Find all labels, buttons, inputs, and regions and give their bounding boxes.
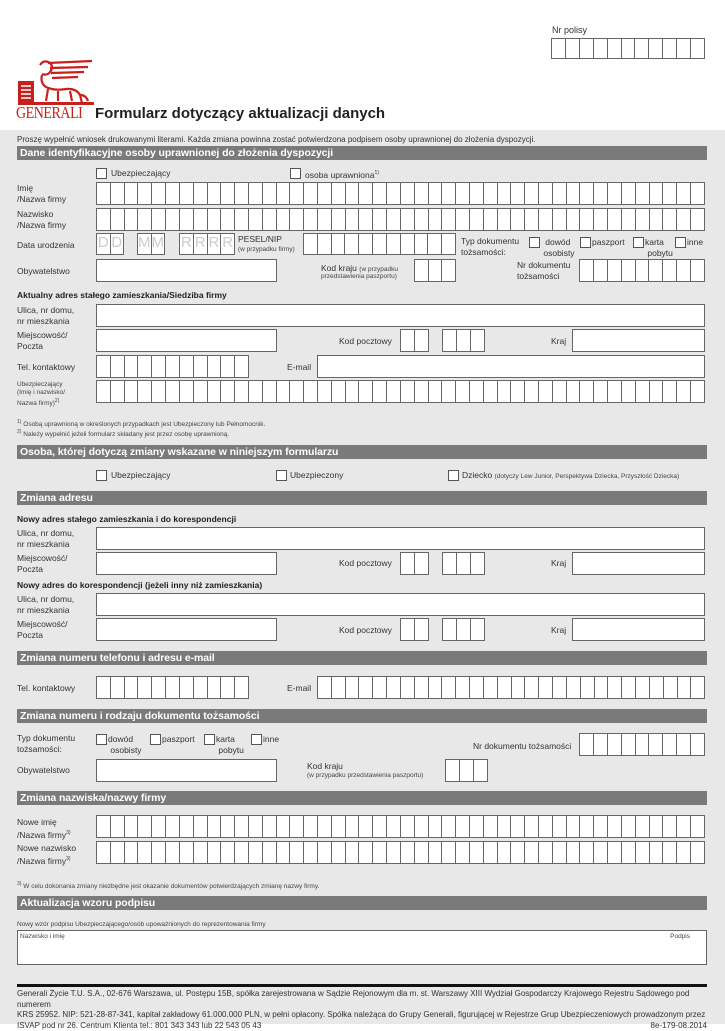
birth-year-input[interactable]: R R R R [179, 233, 235, 255]
address-heading: Aktualny adres stałego zamieszkania/Siedziba firmy [17, 290, 227, 301]
new-country-code-sublabel: (w przypadku przedstawienia paszportu) [307, 772, 423, 780]
footnote-3: $^{3)}$ W celu dokonania zmiany niezbędne jest okazanie dokumentów potwierdzających zmianę nazwy firmy. [17, 880, 319, 891]
new-country-label: Kraj [551, 558, 566, 569]
corr-postal-part1-input[interactable] [400, 618, 429, 641]
checkbox-osoba-uprawniona[interactable] [290, 168, 301, 179]
pesel-input[interactable] [303, 233, 456, 255]
new-country-input[interactable] [572, 552, 705, 575]
section-id-doc-header: Zmiana numeru i rodzaju dokumentu tożsamości [17, 709, 707, 723]
section-signature-header: Aktualizacja wzoru podpisu [17, 896, 707, 910]
checkbox-ubezpieczajacy-label: Ubezpieczający [111, 168, 171, 179]
new-postal-part2-input[interactable] [442, 552, 485, 575]
checkbox-new-doc-dowod[interactable] [96, 734, 107, 745]
corr-address-heading: Nowy adres do korespondencji (jeżeli inny niż zamieszkania) [17, 580, 262, 591]
policy-number-label: Nr polisy [552, 25, 587, 36]
birth-month-input[interactable]: M M [137, 233, 165, 255]
section-identification-header: Dane identyfikacyjne osoby uprawnionej do złożenia dyspozycji [17, 146, 707, 160]
section-address-change-header: Zmiana adresu [17, 491, 707, 505]
footer-divider [17, 984, 707, 987]
section-phone-email-header: Zmiana numeru telefonu i adresu e-mail [17, 651, 707, 665]
country-code-sublabel: przedstawienia paszportu) [321, 273, 397, 281]
checkbox-new-doc-inne[interactable] [251, 734, 262, 745]
country-label: Kraj [551, 336, 566, 347]
country-code-input[interactable] [414, 259, 456, 282]
phone-input[interactable] [96, 355, 249, 378]
country-input[interactable] [572, 329, 705, 352]
form-instruction: Proszę wypełnić wniosek drukowanymi literami. Każda zmiana powinna zostać potwierdzona podpisem osoby uprawnionej do złożenia dyspozycji. [17, 134, 535, 145]
phone-label: Tel. kontaktowy [17, 362, 75, 373]
section-name-change-header: Zmiana nazwiska/nazwy firmy [17, 791, 707, 805]
checkbox-doc-inne[interactable] [675, 237, 686, 248]
new-doc-karta-label: karta pobytu [216, 734, 244, 756]
street-input[interactable] [96, 304, 705, 327]
new-address-heading: Nowy adres stałego zamieszkania i do korespondencji [17, 514, 236, 525]
insurer-name-input[interactable] [96, 380, 705, 403]
doc-inne-label: inne [687, 237, 703, 248]
new-city-label: Miejscowość/ Poczta [17, 553, 68, 575]
doc-number-label: Nr dokumentu tożsamości [517, 260, 570, 282]
street-label: Ulica, nr domu, nr mieszkania [17, 305, 74, 327]
new-street-input[interactable] [96, 527, 705, 550]
doc-karta-label: karta pobytu [645, 237, 673, 259]
last-name-input[interactable] [96, 208, 705, 231]
first-name-label: Imię /Nazwa firmy [17, 183, 66, 205]
corr-country-input[interactable] [572, 618, 705, 641]
footnote-2: $^{2)}$ Należy wypełnić jeżeli formularz składany jest przez osobę uprawnioną. [17, 428, 229, 439]
footnote-1: $^{1)}$ Osobą uprawnioną w określonych przypadkach jest Ubezpieczony lub Pełnomocnik. [17, 418, 265, 429]
new-doc-number-input[interactable] [579, 733, 705, 756]
city-input[interactable] [96, 329, 277, 352]
new-city-input[interactable] [96, 552, 277, 575]
citizenship-input[interactable] [96, 259, 277, 282]
new-country-code-label: Kod kraju [307, 761, 343, 772]
first-name-input[interactable] [96, 182, 705, 205]
new-doc-type-label: Typ dokumentu tożsamości: [17, 733, 75, 755]
doc-type-label: Typ dokumentu tożsamości: [461, 236, 519, 258]
pesel-sublabel: (w przypadku firmy) [238, 246, 295, 254]
subject-ubezpieczajacy-label: Ubezpieczający [111, 470, 171, 481]
new-citizenship-label: Obywatelstwo [17, 765, 70, 776]
subject-ubezpieczony-label: Ubezpieczony [290, 470, 343, 481]
citizenship-label: Obywatelstwo [17, 266, 70, 277]
corr-street-input[interactable] [96, 593, 705, 616]
checkbox-doc-dowod[interactable] [529, 237, 540, 248]
email-input[interactable] [317, 355, 705, 378]
doc-number-input[interactable] [579, 259, 705, 282]
city-label: Miejscowość/ Poczta [17, 330, 68, 352]
corr-city-label: Miejscowość/ Poczta [17, 619, 68, 641]
corr-city-input[interactable] [96, 618, 277, 641]
birth-day-input[interactable]: D D [96, 233, 124, 255]
corr-postal-label: Kod pocztowy [339, 625, 392, 636]
new-postal-label: Kod pocztowy [339, 558, 392, 569]
footer-line-3: ISVAP pod nr 26. Centrum Klienta tel.: 801 343 343 lub 22 543 05 43 [17, 1021, 261, 1031]
new-first-name-input[interactable] [96, 815, 705, 838]
subject-dziecko-label: Dziecko (dotyczy Lew Junior, Perspektywa Dziecka, Przyszłość Dziecka) [462, 470, 679, 481]
corr-country-label: Kraj [551, 625, 566, 636]
checkbox-subject-ubezpieczajacy[interactable] [96, 470, 107, 481]
new-phone-input[interactable] [96, 676, 249, 699]
footer-line-2: KRS 25952. NIP: 521-28-87-341, kapitał zakładowy 61.000.000 PLN, w pełni opłacony. Spółka należąca do Grupy Generali, figurującej w Rejestrze Grup Ubezpieczeniowych prowadzonym przez [17, 1010, 707, 1021]
new-last-name-label: Nowe nazwisko /Nazwa firmy$^{3)}$ [17, 843, 76, 867]
form-title: Formularz dotyczący aktualizacji danych [95, 105, 385, 122]
new-first-name-label: Nowe imię /Nazwa firmy$^{3)}$ [17, 817, 71, 841]
postal-code-part1-input[interactable] [400, 329, 429, 352]
signature-input-area[interactable] [17, 930, 707, 965]
new-phone-label: Tel. kontaktowy [17, 683, 75, 694]
new-country-code-input[interactable] [445, 759, 488, 782]
form-code: 8e-179-08.2014 [651, 1021, 708, 1031]
postal-code-label: Kod pocztowy [339, 336, 392, 347]
new-postal-part1-input[interactable] [400, 552, 429, 575]
footer-line-1: Generali Życie T.U. S.A., 02-676 Warszawa, ul. Postępu 15B, spółka zarejestrowana w Sądzie Rejonowym dla m. st. Warszawy XIII Wydział Gospodarczy Krajowego Rejestru Sądowego pod numerem [17, 989, 707, 1010]
new-doc-inne-label: inne [263, 734, 279, 745]
new-citizenship-input[interactable] [96, 759, 277, 782]
checkbox-new-doc-karta[interactable] [204, 734, 215, 745]
generali-lion-logo-icon [18, 57, 94, 105]
birth-date-label: Data urodzenia [17, 240, 75, 251]
checkbox-ubezpieczajacy[interactable] [96, 168, 107, 179]
checkbox-doc-paszport[interactable] [580, 237, 591, 248]
corr-street-label: Ulica, nr domu, nr mieszkania [17, 594, 74, 616]
new-doc-number-label: Nr dokumentu tożsamości [473, 741, 571, 752]
signature-intro: Nowy wzór podpisu Ubezpieczającego/osób upoważnionych do reprezentowania firmy [17, 921, 266, 929]
footer-text [17, 989, 707, 1031]
signature-name-label: Nazwisko i imię [20, 933, 65, 941]
new-doc-paszport-label: paszport [162, 734, 195, 745]
signature-label: Podpis [670, 933, 690, 941]
checkbox-new-doc-paszport[interactable] [150, 734, 161, 745]
insurer-label: Ubezpieczający (Imię i nazwisko/ Nazwa firmy)$^{2)}$ [17, 381, 65, 408]
doc-dowod-label: dowód osobisty [541, 237, 575, 259]
pesel-label: PESEL/NIP [238, 234, 282, 245]
checkbox-subject-ubezpieczony[interactable] [276, 470, 287, 481]
country-code-label: Kod kraju (w przypadku [321, 263, 398, 274]
new-email-input[interactable] [317, 676, 705, 699]
new-doc-dowod-label: dowód osobisty [108, 734, 142, 756]
last-name-label: Nazwisko /Nazwa firmy [17, 209, 66, 231]
checkbox-osoba-uprawniona-label: osoba uprawniona$^{1)}$ [305, 168, 379, 181]
section-subject-header: Osoba, której dotyczą zmiany wskazane w niniejszym formularzu [17, 445, 707, 459]
new-street-label: Ulica, nr domu, nr mieszkania [17, 528, 74, 550]
policy-number-input[interactable] [551, 38, 705, 59]
new-email-label: E-mail [287, 683, 311, 694]
email-label: E-mail [287, 362, 311, 373]
new-last-name-input[interactable] [96, 841, 705, 864]
doc-paszport-label: paszport [592, 237, 625, 248]
corr-postal-part2-input[interactable] [442, 618, 485, 641]
generali-logo-text: GENERALI [16, 103, 82, 123]
checkbox-doc-karta[interactable] [633, 237, 644, 248]
checkbox-subject-dziecko[interactable] [448, 470, 459, 481]
postal-code-part2-input[interactable] [442, 329, 485, 352]
